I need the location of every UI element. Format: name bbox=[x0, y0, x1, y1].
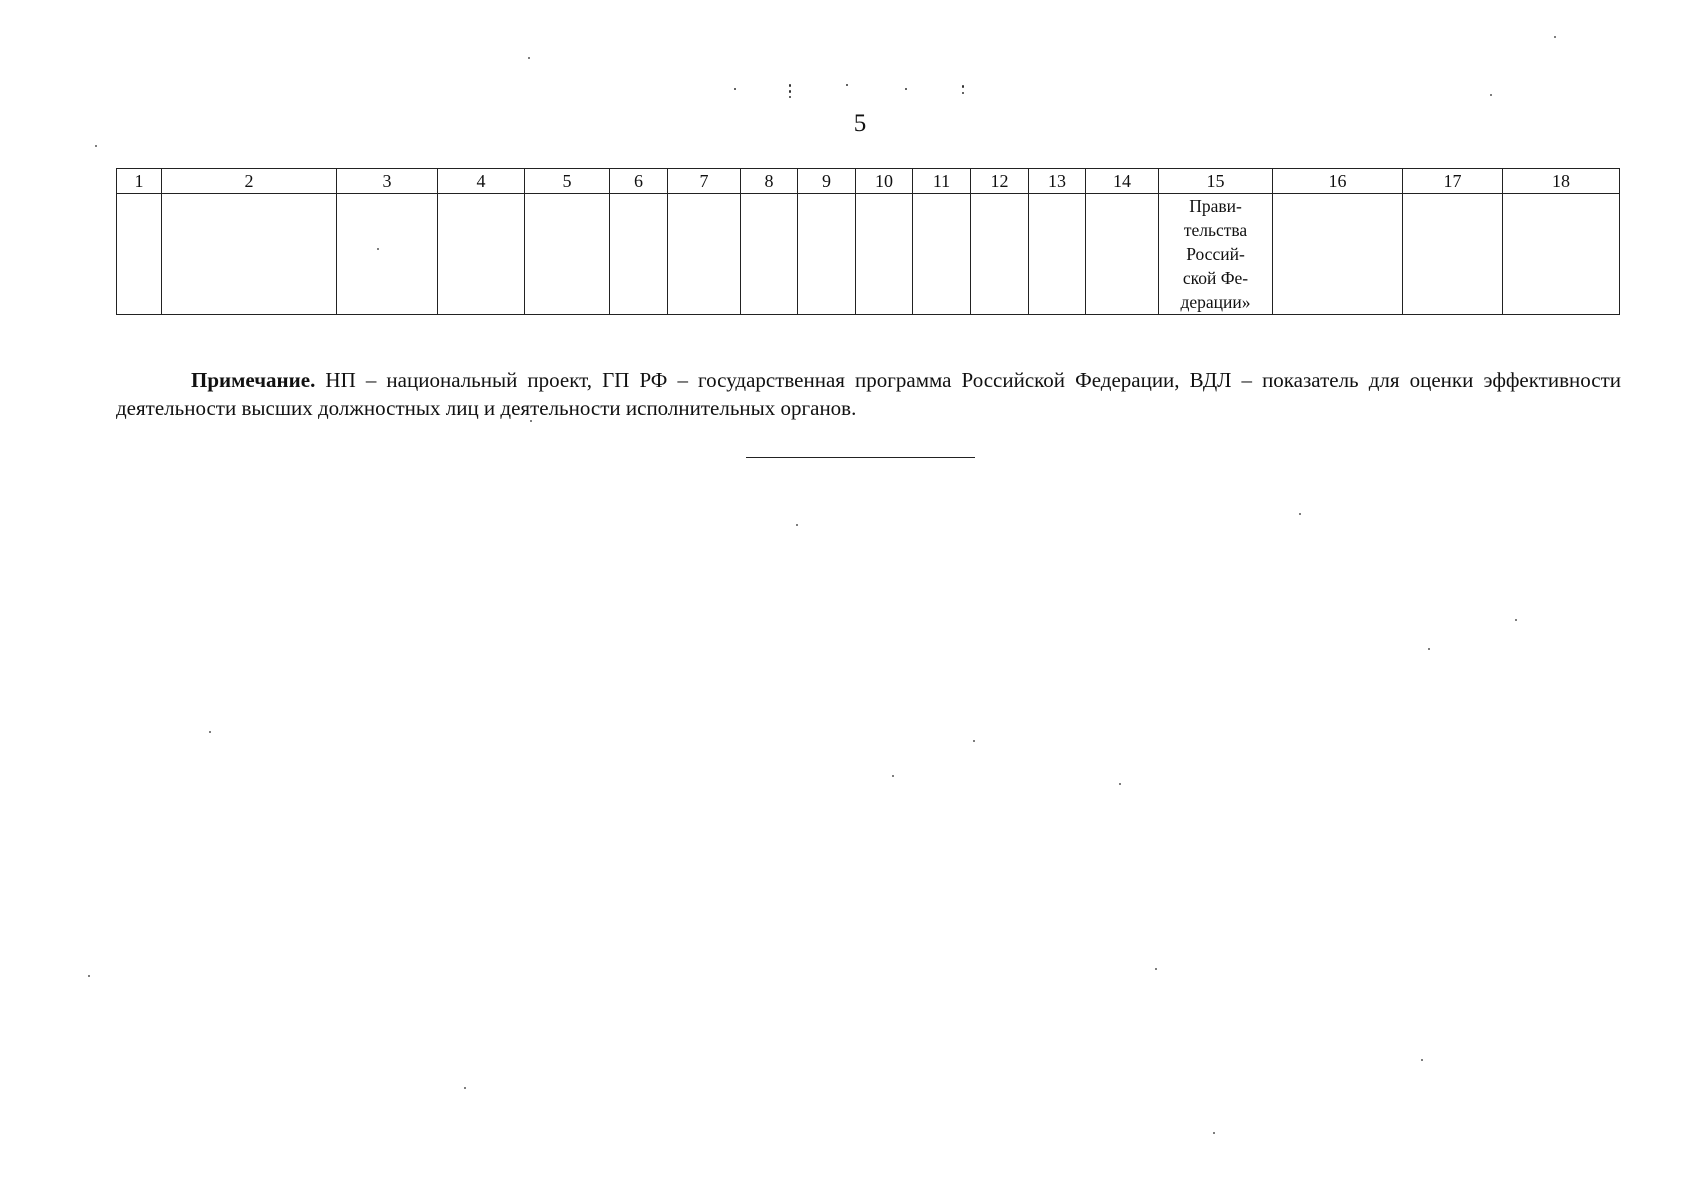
table-cell bbox=[856, 194, 913, 315]
column-header-15: 15 bbox=[1159, 169, 1273, 194]
table-cell bbox=[610, 194, 668, 315]
scan-dust bbox=[973, 740, 975, 742]
page-number: 5 bbox=[853, 110, 867, 137]
column-header-4: 4 bbox=[438, 169, 525, 194]
column-header-1: 1 bbox=[117, 169, 162, 194]
table-row bbox=[117, 194, 1620, 315]
column-header-16: 16 bbox=[1273, 169, 1403, 194]
scan-dust bbox=[1515, 619, 1517, 621]
column-header-6: 6 bbox=[610, 169, 668, 194]
table-cell bbox=[971, 194, 1029, 315]
cell-line: тельства bbox=[1183, 220, 1248, 240]
cell-line: ской Фе- bbox=[1182, 268, 1249, 288]
table-cell bbox=[668, 194, 741, 315]
scan-dust bbox=[1119, 783, 1121, 785]
note-label: Примечание. bbox=[191, 368, 316, 392]
table-cell bbox=[1403, 194, 1503, 315]
table-cell bbox=[1273, 194, 1403, 315]
column-header-5: 5 bbox=[525, 169, 610, 194]
column-header-10: 10 bbox=[856, 169, 913, 194]
table-cell bbox=[1029, 194, 1086, 315]
end-divider bbox=[746, 457, 975, 458]
scan-dust bbox=[1299, 513, 1301, 515]
column-header-17: 17 bbox=[1403, 169, 1503, 194]
table-cell bbox=[1086, 194, 1159, 315]
scan-dust bbox=[796, 524, 798, 526]
table-cell-col15 bbox=[1159, 194, 1273, 315]
cell-line: дерации» bbox=[1180, 292, 1251, 312]
column-header-11: 11 bbox=[913, 169, 971, 194]
note-paragraph bbox=[116, 366, 1621, 422]
column-header-2: 2 bbox=[162, 169, 337, 194]
column-header-3: 3 bbox=[337, 169, 438, 194]
column-header-7: 7 bbox=[668, 169, 741, 194]
column-header-14: 14 bbox=[1086, 169, 1159, 194]
column-header-18: 18 bbox=[1503, 169, 1620, 194]
cell-text-col15 bbox=[1159, 194, 1272, 314]
scan-dust bbox=[95, 145, 97, 147]
table-cell bbox=[1503, 194, 1620, 315]
note-text: НП – национальный проект, ГП РФ – государственная программа Российской Федерации, ВДЛ – показатель для оценки эффективности деятельности высших должностных лиц и деятельности исполнительных органов. bbox=[116, 368, 1621, 420]
scan-dust bbox=[892, 775, 894, 777]
scan-dust bbox=[1428, 648, 1430, 650]
table-cell bbox=[741, 194, 798, 315]
table-header-row bbox=[117, 169, 1620, 194]
data-table bbox=[116, 168, 1620, 315]
scan-dust bbox=[1554, 36, 1556, 38]
column-header-13: 13 bbox=[1029, 169, 1086, 194]
scan-dust bbox=[1421, 1059, 1423, 1061]
scan-dust bbox=[530, 420, 532, 422]
column-header-9: 9 bbox=[798, 169, 856, 194]
scan-dust bbox=[377, 248, 379, 250]
table-cell bbox=[798, 194, 856, 315]
scan-dust bbox=[464, 1087, 466, 1089]
scan-dust bbox=[1490, 94, 1492, 96]
scan-dust bbox=[88, 975, 90, 977]
column-header-12: 12 bbox=[971, 169, 1029, 194]
scan-artifacts bbox=[730, 82, 980, 102]
scan-dust bbox=[1155, 968, 1157, 970]
column-header-8: 8 bbox=[741, 169, 798, 194]
table-cell bbox=[525, 194, 610, 315]
table-cell bbox=[438, 194, 525, 315]
cell-line: Россий- bbox=[1186, 244, 1245, 264]
scan-dust bbox=[209, 731, 211, 733]
table-cell bbox=[162, 194, 337, 315]
table-cell bbox=[337, 194, 438, 315]
scan-dust bbox=[528, 57, 530, 59]
cell-line: Прави- bbox=[1189, 196, 1242, 216]
table-cell bbox=[913, 194, 971, 315]
scan-dust bbox=[1213, 1132, 1215, 1134]
table-cell bbox=[117, 194, 162, 315]
